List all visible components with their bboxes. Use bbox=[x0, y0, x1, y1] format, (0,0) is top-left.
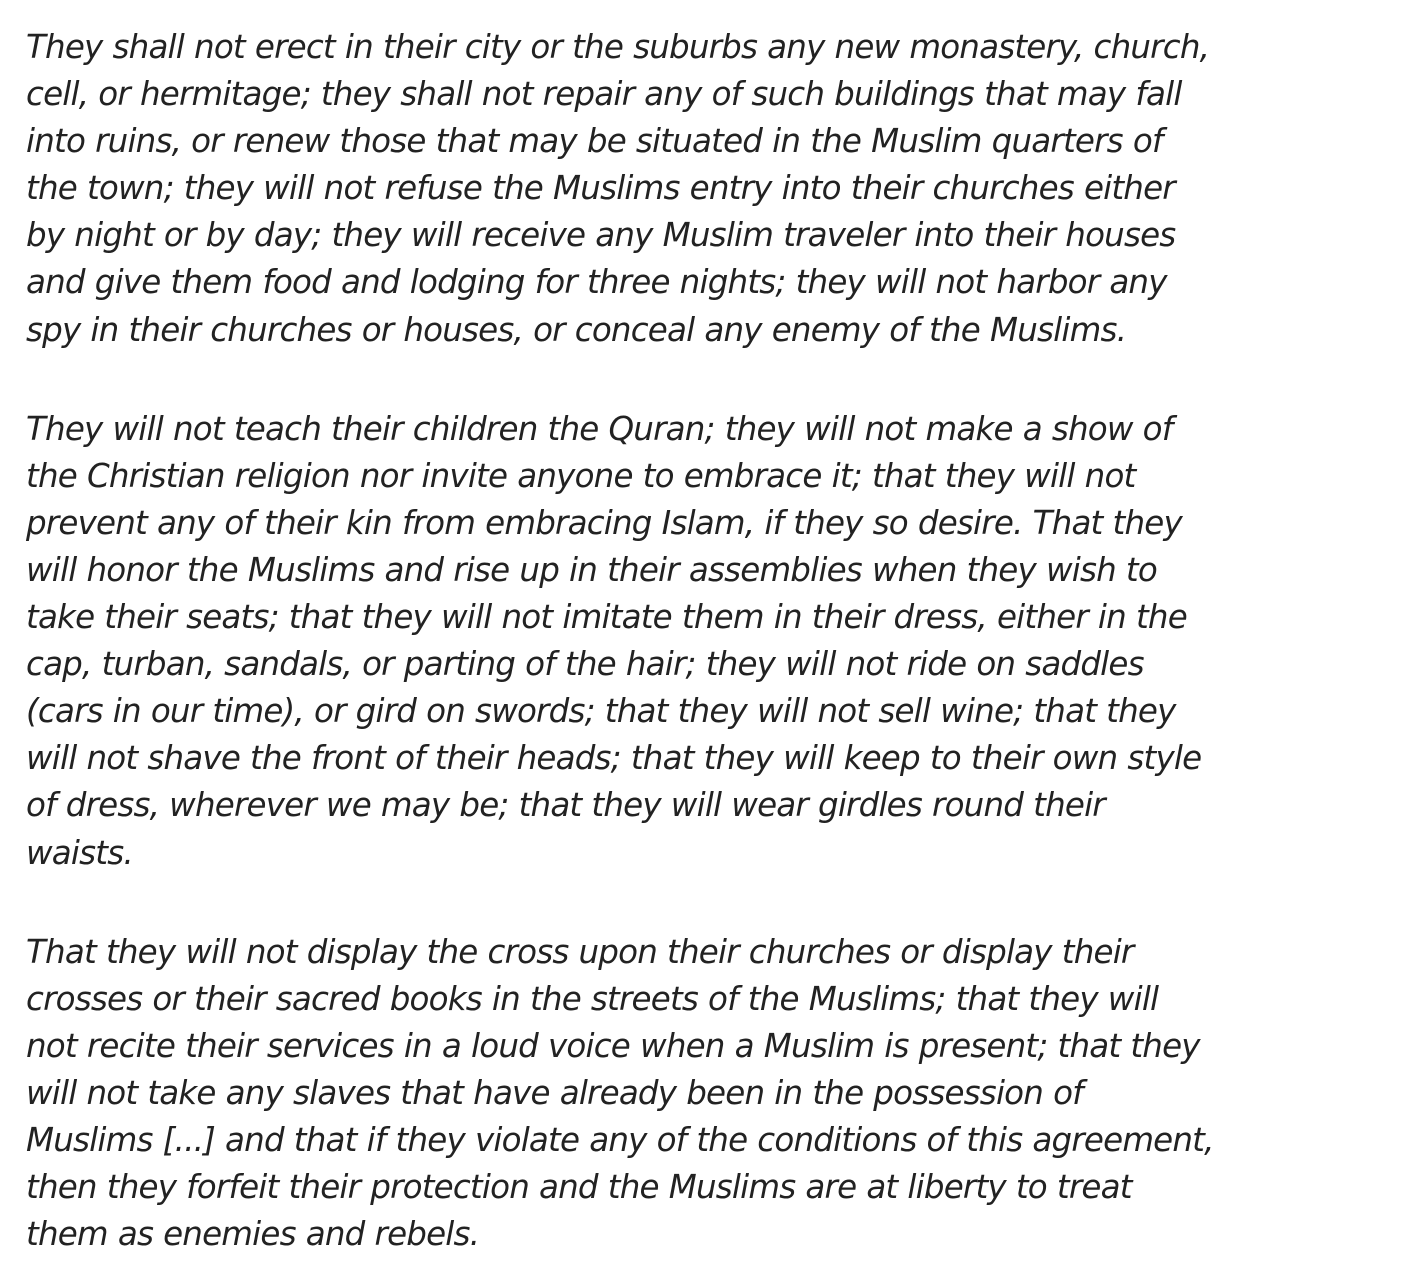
text-line: not recite their services in a loud voice when a Muslim is present; that they bbox=[26, 1026, 1200, 1065]
text-line: That they will not display the cross upon their churches or display their bbox=[26, 932, 1134, 971]
document-body bbox=[26, 24, 1396, 1258]
text-line: into ruins, or renew those that may be situated in the Muslim quarters of bbox=[26, 122, 1163, 161]
text-line: then they forfeit their protection and the Muslims are at liberty to treat bbox=[26, 1168, 1132, 1207]
text-line: the town; they will not refuse the Muslims entry into their churches either bbox=[26, 169, 1175, 208]
text-line: Muslims [...] and that if they violate any of the conditions of this agreement, bbox=[26, 1120, 1214, 1159]
text-line: spy in their churches or houses, or conceal any enemy of the Muslims. bbox=[26, 310, 1127, 349]
text-line: (cars in our time), or gird on swords; that they will not sell wine; that they bbox=[26, 692, 1176, 731]
text-line: They will not teach their children the Quran; they will not make a show of bbox=[26, 409, 1173, 448]
text-line: will not take any slaves that have already been in the possession of bbox=[26, 1073, 1083, 1112]
text-line: They shall not erect in their city or the suburbs any new monastery, church, bbox=[26, 28, 1210, 66]
text-line: them as enemies and rebels. bbox=[26, 1215, 480, 1254]
paragraph-2 bbox=[26, 406, 1396, 877]
paragraph-spacer bbox=[26, 354, 1396, 406]
text-line: cell, or hermitage; they shall not repair any of such buildings that may fall bbox=[26, 75, 1182, 114]
text-line: waists. bbox=[26, 833, 133, 872]
text-line: of dress, wherever we may be; that they will wear girdles round their bbox=[26, 786, 1105, 825]
paragraph-spacer bbox=[26, 877, 1396, 929]
text-line: by night or by day; they will receive any Muslim traveler into their houses bbox=[26, 216, 1176, 255]
text-line: and give them food and lodging for three nights; they will not harbor any bbox=[26, 263, 1167, 302]
text-line: take their seats; that they will not imitate them in their dress, either in the bbox=[26, 598, 1187, 637]
paragraph-1 bbox=[26, 24, 1396, 354]
paragraph-3 bbox=[26, 929, 1396, 1259]
text-line: crosses or their sacred books in the streets of the Muslims; that they will bbox=[26, 979, 1159, 1018]
text-line: will not shave the front of their heads; that they will keep to their own style bbox=[26, 739, 1202, 778]
text-line: cap, turban, sandals, or parting of the hair; they will not ride on saddles bbox=[26, 645, 1144, 684]
text-line: the Christian religion nor invite anyone to embrace it; that they will not bbox=[26, 456, 1136, 495]
text-line: will honor the Muslims and rise up in their assemblies when they wish to bbox=[26, 550, 1157, 589]
text-line: prevent any of their kin from embracing Islam, if they so desire. That they bbox=[26, 503, 1182, 542]
